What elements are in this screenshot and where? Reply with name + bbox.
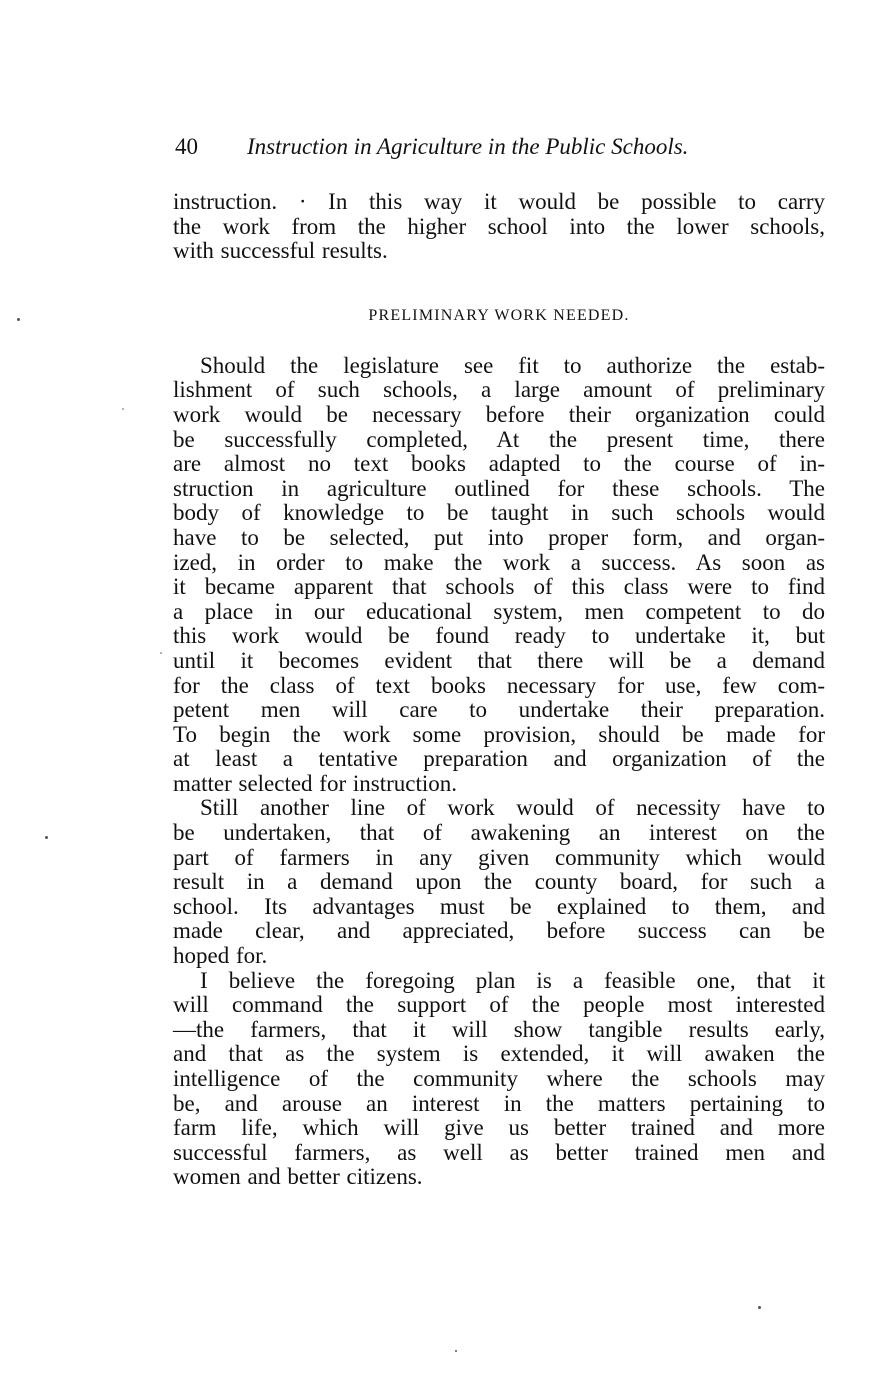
text-line: at least a tentative preparation and organization of the (173, 746, 825, 772)
scan-speck (455, 1350, 457, 1352)
body-text (173, 190, 825, 1190)
running-title: Instruction in Agriculture in the Public Schools. (247, 134, 689, 159)
text-line: will command the support of the people most interested (173, 992, 825, 1018)
text-line: are almost no text books adapted to the course of in- (173, 451, 825, 477)
text-line: part of farmers in any given community which would (173, 844, 825, 870)
text-line: it became apparent that schools of this class were to find (173, 574, 825, 600)
scan-speck (122, 408, 124, 410)
paragraph-1 (173, 354, 825, 797)
text-line: I believe the foregoing plan is a feasible one, that it (200, 967, 825, 993)
text-line: work would be necessary before their organization could (173, 401, 825, 427)
scan-speck (45, 836, 48, 839)
paragraph-3 (173, 969, 825, 1190)
text-line: for the class of text books necessary for use, few com- (173, 672, 825, 698)
scan-speck (17, 318, 20, 321)
text-line: lishment of such schools, a large amount of preliminary (173, 377, 825, 403)
text-line: hoped for. (173, 943, 268, 969)
text-line: have to be selected, put into proper form, and organ- (173, 524, 825, 550)
text-line: To begin the work some provision, should be made for (173, 721, 825, 747)
scan-speck (160, 652, 162, 654)
text-line: made clear, and appreciated, before success can be (173, 918, 825, 944)
section-heading: PRELIMINARY WORK NEEDED. (368, 306, 630, 324)
page-number: 40 (175, 134, 198, 159)
text-line: farm life, which will give us better trained and more (173, 1115, 825, 1141)
text-line: petent men will care to undertake their preparation. (173, 697, 825, 723)
text-line: matter selected for instruction. (173, 770, 458, 796)
text-line: body of knowledge to be taught in such schools would (173, 500, 825, 526)
text-line: a place in our educational system, men competent to do (173, 598, 825, 624)
text-line: until it becomes evident that there will be a demand (173, 647, 825, 673)
text-line: this work would be found ready to undertake it, but (173, 623, 825, 649)
text-line: successful farmers, as well as better trained men and (173, 1139, 825, 1165)
text-line: intelligence of the community where the schools may (173, 1066, 825, 1091)
running-head (175, 132, 795, 162)
text-line: —the farmers, that it will show tangible results early, (173, 1016, 825, 1042)
opening-paragraph (173, 190, 825, 264)
text-line: instruction. · In this way it would be possible to carry (173, 189, 825, 214)
text-line: school. Its advantages must be explained to them, and (173, 893, 825, 919)
text-line: Should the legislature see fit to authorize the estab- (200, 352, 825, 378)
text-line: the work from the higher school into the lower schools, (173, 213, 825, 239)
text-line: struction in agriculture outlined for these schools. The (173, 475, 825, 501)
scan-speck (758, 1306, 761, 1309)
paragraph-2 (173, 796, 825, 968)
text-line: result in a demand upon the county board, for such a (173, 869, 825, 895)
text-line: with successful results. (173, 238, 388, 264)
text-line: ized, in order to make the work a success. As soon as (173, 549, 825, 575)
text-line: and that as the system is extended, it will awaken the (173, 1041, 825, 1067)
text-line: women and better citizens. (173, 1164, 423, 1190)
text-line: Still another line of work would of necessity have to (200, 795, 825, 821)
text-line: be successfully completed, At the present time, there (173, 426, 825, 452)
text-line: be, and arouse an interest in the matters pertaining to (173, 1090, 825, 1116)
text-line: be undertaken, that of awakening an interest on the (173, 820, 825, 846)
